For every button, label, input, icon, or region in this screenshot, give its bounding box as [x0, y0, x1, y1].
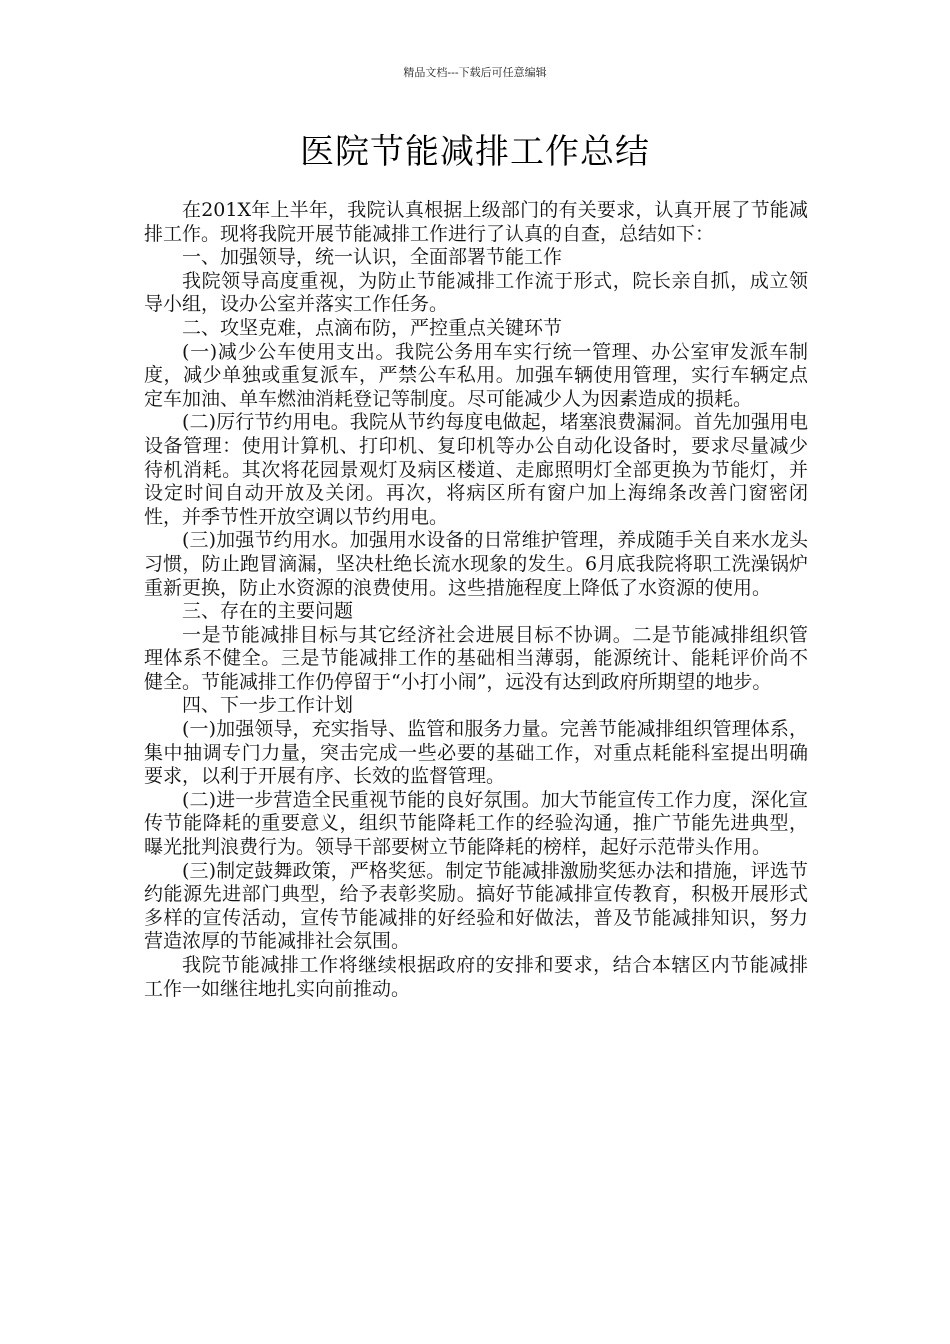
paragraph-4-1: (一)加强领导，充实指导、监管和服务力量。完善节能减排组织管理体系，集中抽调专门力量，突击完成一些必要的基础工作，对重点耗能科室提出明确要求，以利于开展有序、长效的监督管理。	[144, 718, 808, 788]
paragraph-closing: 我院节能减排工作将继续根据政府的安排和要求，结合本辖区内节能减排工作一如继往地扎实向前推动。	[144, 954, 808, 1000]
section-heading-4: 四、下一步工作计划	[182, 694, 354, 717]
section-heading-3: 三、存在的主要问题	[182, 600, 354, 623]
section-heading-1: 一、加强领导，统一认识，全面部署节能工作	[182, 246, 563, 269]
paragraph-2-1: (一)减少公车使用支出。我院公务用车实行统一管理、办公室审发派车制度，减少单独或重复派车，严禁公车私用。加强车辆使用管理，实行车辆定点定车加油、单车燃油消耗登记等制度。尽可能减少人为因素造成的损耗。	[144, 340, 808, 410]
header-note: 精品文档---下载后可任意编辑	[403, 66, 547, 79]
paragraph-4-2: (二)进一步营造全民重视节能的良好氛围。加大节能宣传工作力度，深化宣传节能降耗的重要意义，组织节能降耗工作的经验沟通，推广节能先进典型，曝光批判浪费行为。领导干部要树立节能降耗的榜样，起好示范带头作用。	[144, 788, 808, 859]
paragraph-2-2: (二)厉行节约用电。我院从节约每度电做起，堵塞浪费漏洞。首先加强用电设备管理：使用计算机、打印机、复印机等办公自动化设备时，要求尽量减少待机消耗。其次将花园景观灯及病区楼道、走廊照明灯全部更换为节能灯，并设定时间自动开放及关闭。再次，将病区所有窗户加上海绵条改善门窗密闭性，并季节性开放空调以节约用电。	[144, 411, 808, 528]
paragraph-intro: 在201X年上半年，我院认真根据上级部门的有关要求，认真开展了节能减排工作。现将我院开展节能减排工作进行了认真的自查，总结如下：	[144, 199, 808, 245]
paragraph-2-3: (三)加强节约用水。加强用水设备的日常维护管理，养成随手关自来水龙头习惯，防止跑冒滴漏，坚决杜绝长流水现象的发生。6月底我院将职工洗澡锅炉重新更换，防止水资源的浪费使用。这些措施程度上降低了水资源的使用。	[144, 529, 808, 599]
paragraph-1: 我院领导高度重视，为防止节能减排工作流于形式，院长亲自抓，成立领导小组，设办公室并落实工作任务。	[144, 269, 808, 316]
paragraph-4-3: (三)制定鼓舞政策，严格奖惩。制定节能减排激励奖惩办法和措施，评选节约能源先进部门典型，给予表彰奖励。搞好节能减排宣传教育，积极开展形式多样的宣传活动，宣传节能减排的好经验和好做法，普及节能减排知识，努力营造浓厚的节能减排社会氛围。	[144, 859, 808, 953]
document-title: 医院节能减排工作总结	[300, 132, 650, 172]
paragraph-3: 一是节能减排目标与其它经济社会进展目标不协调。二是节能减排组织管理体系不健全。三是节能减排工作的基础相当薄弱，能源统计、能耗评价尚不健全。节能减排工作仍停留于“小打小闹”，远没有达到政府所期望的地步。	[144, 623, 808, 693]
document-body	[144, 199, 808, 1001]
section-heading-2: 二、攻坚克难，点滴布防，严控重点关键环节	[182, 316, 563, 339]
